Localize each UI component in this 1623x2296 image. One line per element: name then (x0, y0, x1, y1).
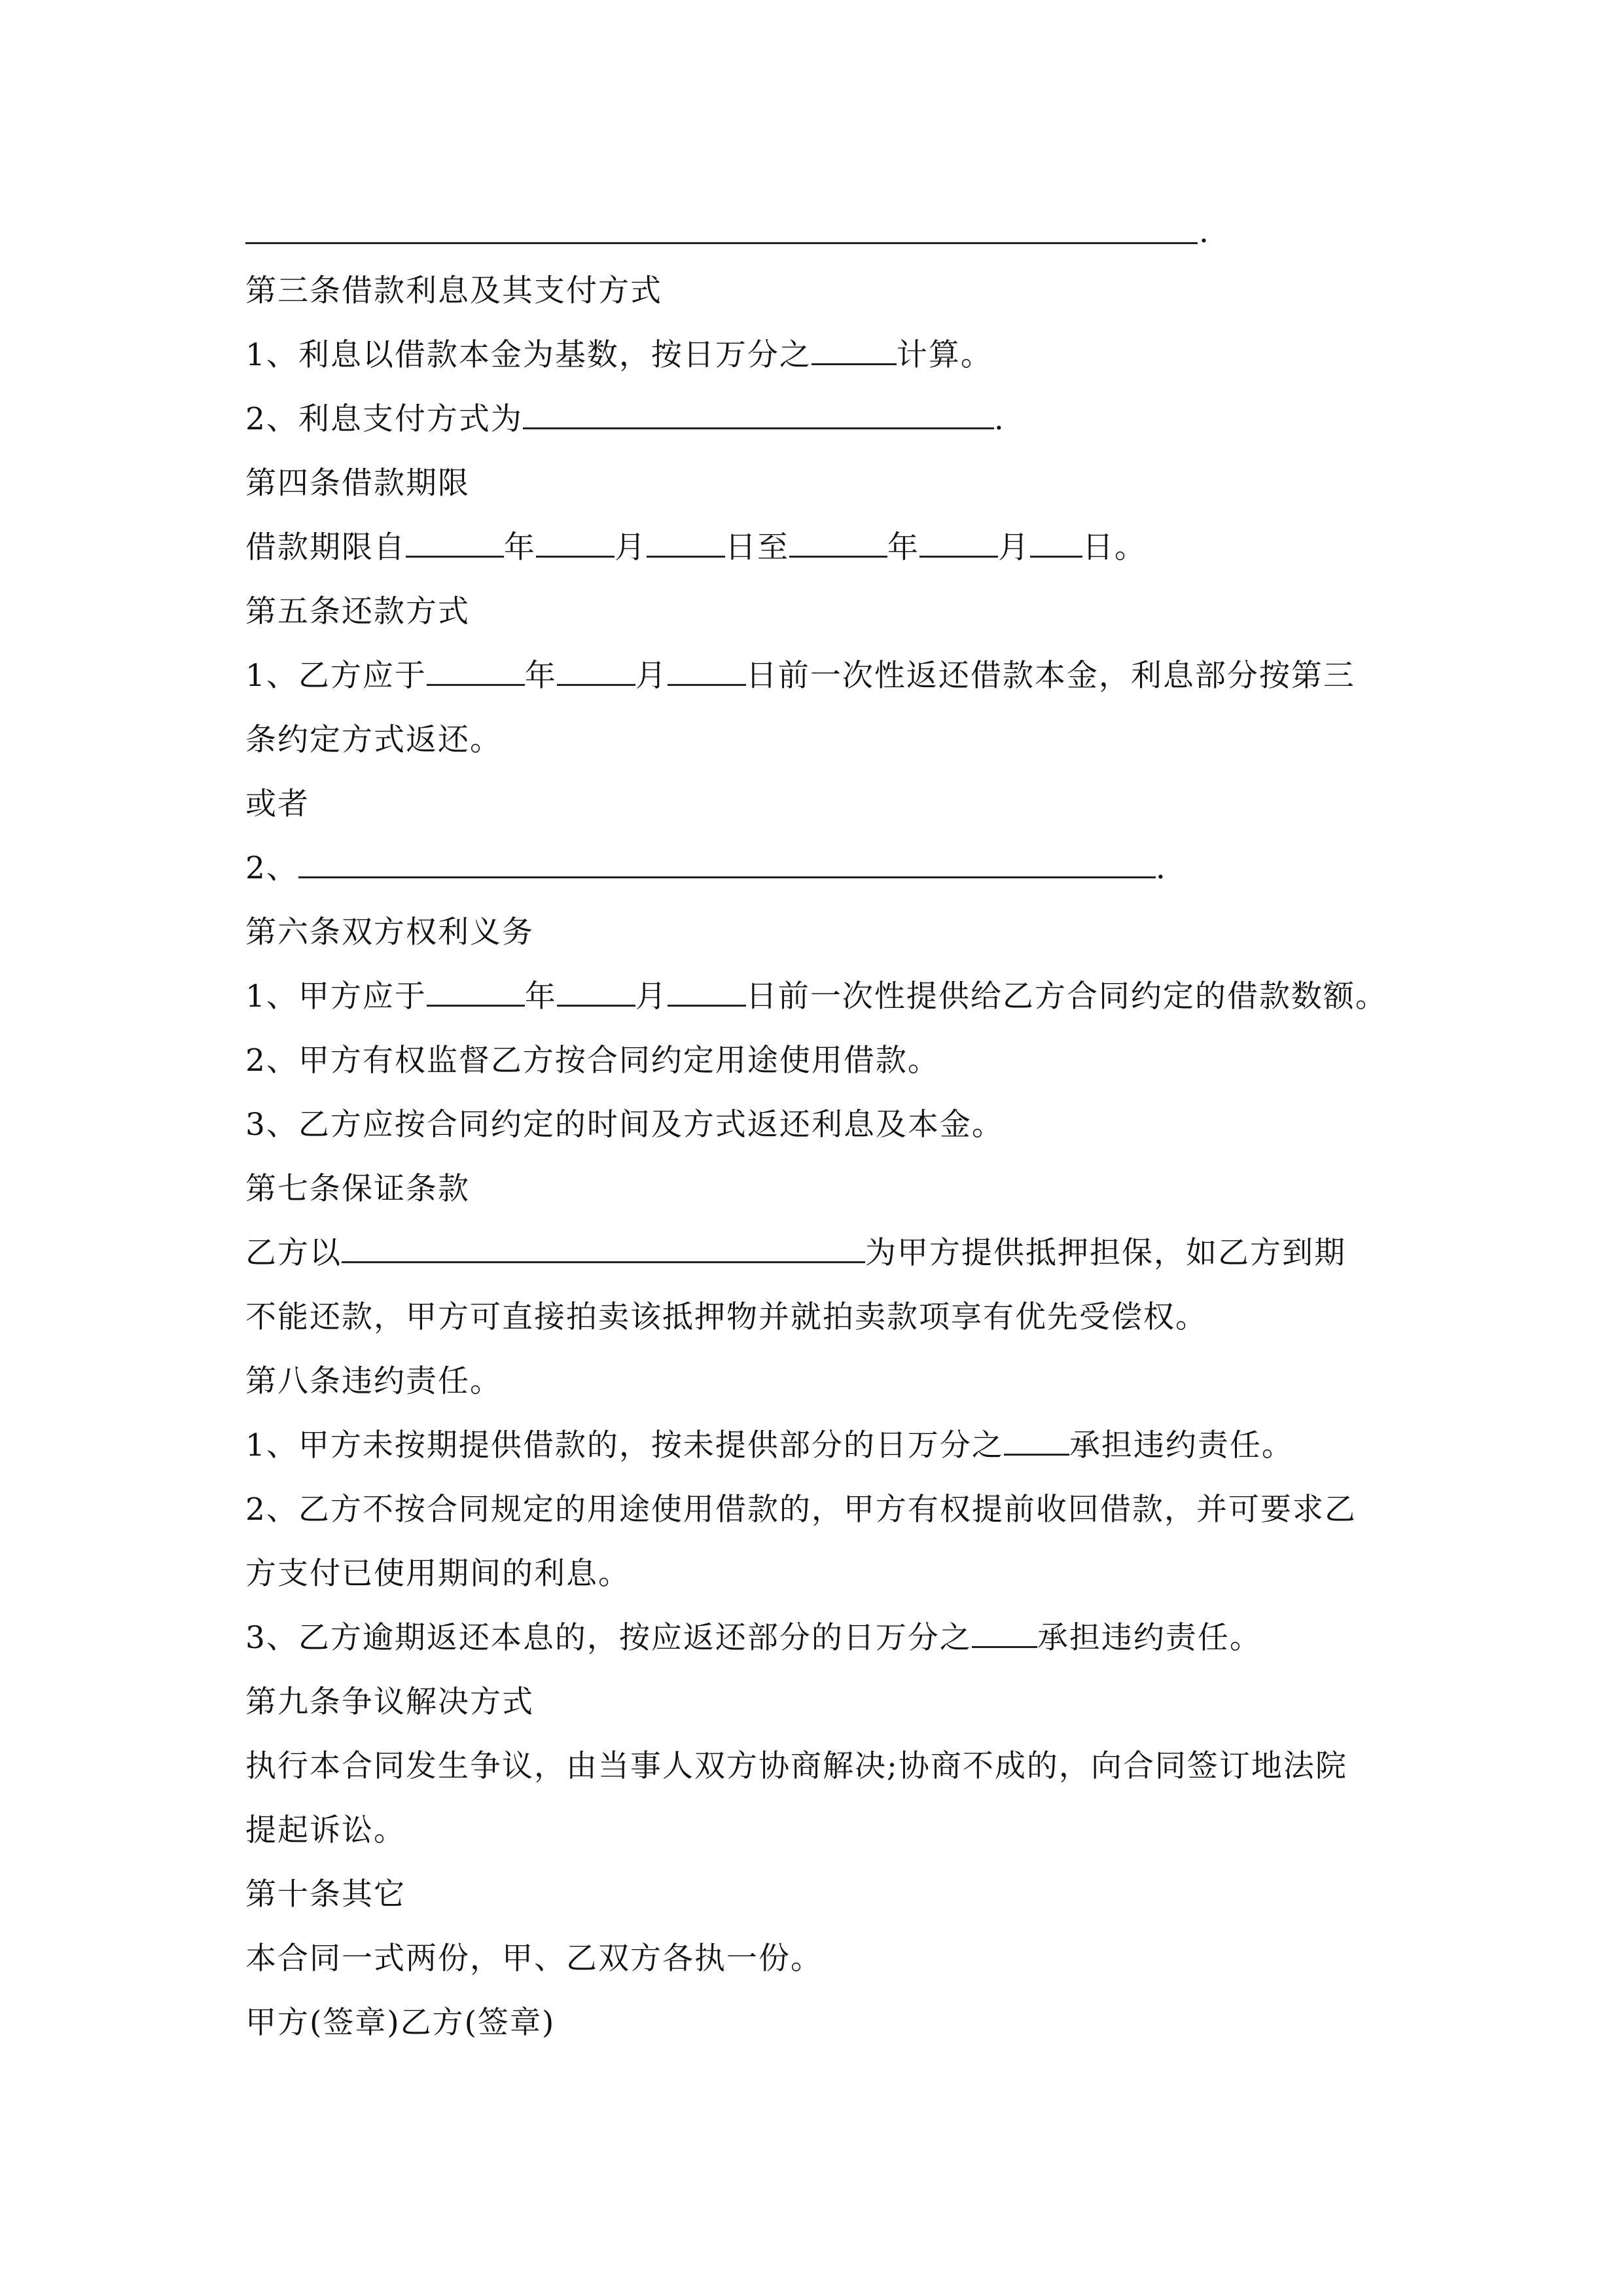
blank (557, 976, 635, 1007)
art9-clause: 执行本合同发生争议，由当事人双方协商解决;协商不成的，向合同签订地法院 (245, 1748, 1347, 1784)
blank (523, 399, 994, 429)
art9-clause-cont: 提起诉讼。 (245, 1812, 406, 1848)
blank (557, 655, 635, 686)
blank (406, 527, 504, 558)
art8-clause1: 1、甲方未按期提供借款的，按未提供部分的日万分之 承担违约责任。 (245, 1423, 1294, 1469)
art3-clause2: 2、利息支付方式为 . (245, 397, 1005, 442)
blank (919, 527, 998, 558)
art8-clause2: 2、乙方不按合同规定的用途使用借款的，甲方有权提前收回借款，并可要求乙 (245, 1492, 1357, 1528)
blank (427, 655, 525, 686)
art4-clause: 借款期限自 年 月 日至 年 月 日。 (245, 525, 1147, 571)
art10-heading: 第十条其它 (245, 1876, 406, 1912)
art10-clause: 本合同一式两份，甲、乙双方各执一份。 (245, 1941, 823, 1977)
art3-heading: 第三条借款利息及其支付方式 (245, 273, 662, 309)
art7-clause: 乙方以 为甲方提供抵押担保，如乙方到期 (245, 1230, 1346, 1276)
art7-clause-cont: 不能还款，甲方可直接拍卖该抵押物并就拍卖款项享有优先受偿权。 (245, 1299, 1207, 1335)
art8-heading: 第八条违约责任。 (245, 1363, 502, 1399)
blank (342, 1232, 865, 1263)
blank (668, 655, 746, 686)
blank (972, 1617, 1037, 1648)
art4-heading: 第四条借款期限 (245, 465, 470, 501)
blank (668, 976, 746, 1007)
art6-clause3: 3、乙方应按合同约定的时间及方式返还利息及本金。 (245, 1107, 1004, 1143)
art5-clause2: 2、 . (245, 846, 1167, 891)
line-end-period: . (1199, 214, 1209, 250)
fill-in-line (245, 242, 1198, 244)
art5-or: 或者 (245, 786, 310, 822)
art9-heading: 第九条争议解决方式 (245, 1684, 534, 1720)
blank (789, 527, 887, 558)
art7-heading: 第七条保证条款 (245, 1171, 470, 1207)
blank (647, 527, 725, 558)
signature-line: 甲方(签章)乙方(签章) (245, 2005, 556, 2041)
art6-clause2: 2、甲方有权监督乙方按合同约定用途使用借款。 (245, 1043, 940, 1079)
art6-heading: 第六条双方权利义务 (245, 914, 534, 950)
art5-clause1: 1、乙方应于 年 月 日前一次性返还借款本金，利息部分按第三 (245, 653, 1355, 699)
art5-heading: 第五条还款方式 (245, 594, 470, 630)
blank (1004, 1425, 1069, 1456)
art8-clause3: 3、乙方逾期返还本息的，按应返还部分的日万分之 承担违约责任。 (245, 1615, 1262, 1661)
blank (536, 527, 615, 558)
blank (1030, 527, 1082, 558)
art5-clause1-cont: 条约定方式返还。 (245, 722, 502, 758)
art6-clause1: 1、甲方应于 年 月 日前一次性提供给乙方合同约定的借款数额。 (245, 974, 1387, 1020)
blank (298, 848, 1156, 878)
blank (812, 334, 897, 365)
art3-clause1: 1、利息以借款本金为基数，按日万分之 计算。 (245, 332, 993, 378)
blank (427, 976, 525, 1007)
art8-clause2-cont: 方支付已使用期间的利息。 (245, 1556, 630, 1592)
